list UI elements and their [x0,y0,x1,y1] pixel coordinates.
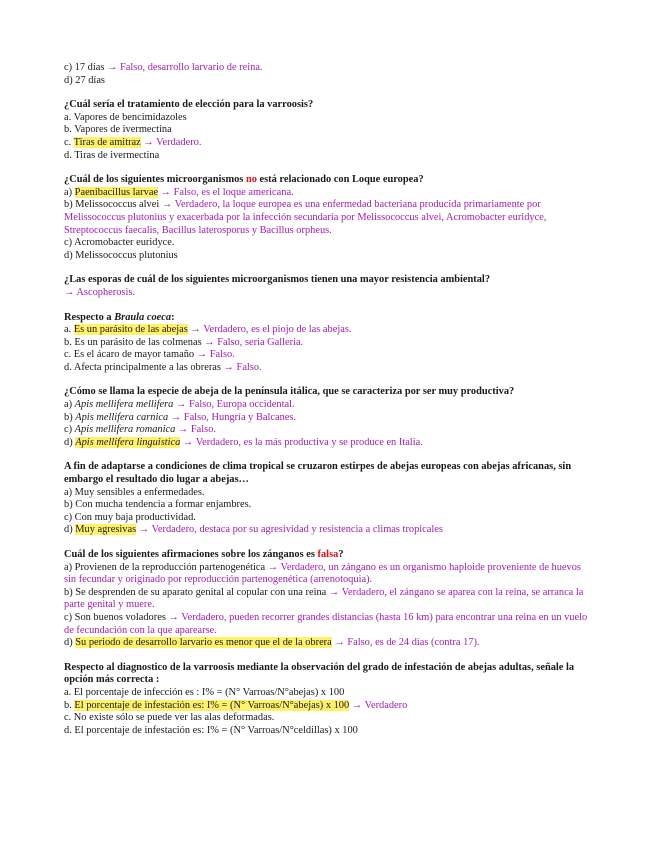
question-title: ¿Las esporas de cuál de los siguientes microorganismos tienen una mayor resistencia ambiental? [64,274,491,286]
option-c: c) 17 días → Falso, desarrollo larvario de reina. [64,62,263,73]
answer-note: → Verdadero, el zángano se aparea con la reina, se arranca la parte genital y muere. [64,586,584,611]
question-block-varroosis-treatment [64,99,594,162]
option-c: c) Apis mellifera romanica → Falso. [64,424,216,436]
highlighted-answer: Tiras de amitraz [73,136,141,148]
option-a: a) Provienen de la reproducción partenogenética → Verdadero, un zángano es un organismo haploide proveniente de huevos sin fecundar y originado por reproducción partenogenética (arrenotoquia). [64,561,581,586]
option-d: d) Su periodo de desarrollo larvario es menor que el de la obrera → Falso, es de 24 días (contra 17). [64,637,480,649]
option-a: a. Es un parásito de las abejas → Verdadero, es el piojo de las abejas. [64,324,352,336]
option-c: c) Acromobacter euridyce. [64,237,175,249]
question-block-development-days [64,62,594,87]
highlighted-answer: El porcentaje de infestación es: I% = (N° Varroas/N°abejas) x 100 [74,699,350,711]
species-name: Apis mellifera romanica [74,424,176,436]
highlighted-answer: Su periodo de desarrollo larvario es menor que el de la obrera [75,637,332,649]
option-b: b) Se desprenden de su aparato genital al copular con una reina → Verdadero, el zángano se aparea con la reina, se arranca la parte genital y muere. [64,586,584,611]
answer-note: → Verdadero, pueden recorrer grandes distancias (hasta 16 km) para encontrar una reina en un vuelo de fecundación con la que aparearse. [64,611,588,636]
option-b: b) Melissococcus alvei → Verdadero, la loque europea es una enfermedad bacteriana producida primariamente por Melissococcus plutonius y exacerbada por la infección secundaria por Melissococcus alvei, Acromobacter euridyce, Streptococcus faecalis, Bacillus laterosporus y Bacillus orpheus. [64,199,547,236]
highlighted-answer: Paenibacillus larvae [74,186,159,198]
question-title: Cuál de los siguientes afirmaciones sobre los zánganos es falsa? [64,549,344,560]
option-b: b. Vapores de ivermectina [64,124,172,136]
question-block-braula-coeca [64,312,594,375]
answer-note: → Verdadero, un zángano es un organismo haploide proveniente de huevos sin fecundar y originado por reproducción partenogenética (arrenotoquia). [64,561,581,586]
question-title: ¿Cuál sería el tratamiento de elección para la varroosis? [64,99,314,111]
option-b: b) Apis mellifera carnica → Falso, Hungría y Balcanes. [64,411,297,423]
answer-note: → Verdadero. [140,136,202,148]
answer-note: → Falso, Europa occidental. [173,399,295,411]
option-a: a) Paenibacillus larvae → Falso, es el loque americana. [64,186,294,198]
question-block-italian-bee [64,386,594,449]
option-d: d. El porcentaje de infestación es: I% = (N° Varroas/N°celdillas) x 100 [64,724,358,736]
option-c: c. Tiras de amitraz → Verdadero. [64,136,202,148]
answer-note: → Falso, es de 24 días (contra 17). [331,637,480,649]
emphasis-word: no [245,174,257,186]
document-page [64,62,594,749]
highlighted-answer: Muy agresivas [75,524,137,536]
option-c: c. No existe sólo se puede ver las alas deformadas. [64,712,275,724]
option-a: a) Apis mellifera mellifera → Falso, Europa occidental. [64,399,295,411]
option-d: d) Muy agresivas → Verdadero, destaca por su agresividad y resistencia a climas tropicales [64,524,443,536]
answer-note: → Falso. [220,361,262,373]
option-d: d) Apis mellifera linguistica → Verdadero, es la más productiva y se produce en Italia. [64,436,423,448]
option-a: a. Vapores de bencimidazoles [64,111,187,123]
option-b: b. El porcentaje de infestación es: I% = (N° Varroas/N°abejas) x 100 → Verdadero [64,699,408,711]
question-block-varroosis-diagnosis [64,662,594,738]
question-block-european-foulbrood [64,174,594,262]
question-title: A fin de adaptarse a condiciones de clima tropical se cruzaron estirpes de abejas europeas con abejas africanas, sin embargo el resultado dio lugar a abejas… [64,461,572,486]
option-b: b) Con mucha tendencia a formar enjambres. [64,499,252,511]
question-title: ¿Cómo se llama la especie de abeja de la península itálica, que se caracteriza por ser muy productiva? [64,386,515,398]
answer-note: → Falso, desarrollo larvario de reina. [104,62,263,73]
answer-note: → Verdadero, es la más productiva y se produce en Italia. [180,436,423,448]
answer-note: → Verdadero, destaca por su agresividad y resistencia a climas tropicales [136,524,443,536]
option-c: c) Con muy baja productividad. [64,511,196,523]
answer-note: → Verdadero, es el piojo de las abejas. [187,324,352,336]
question-title: ¿Cuál de los siguientes microorganismos no está relacionado con Loque europea? [64,174,424,186]
highlighted-answer: Apis mellifera linguistica [75,436,181,448]
option-d: d) Melissococcus plutonius [64,249,178,261]
option-d: d. Tiras de ivermectina [64,149,160,161]
question-title: Respecto al diagnostico de la varroosis mediante la observación del grado de infestación de abejas adultas, señale la opción más correcta : [64,661,575,686]
option-d: d. Afecta principalmente a las obreras → Falso. [64,361,262,373]
question-block-spores-resistance [64,274,594,299]
option-c: c. Es el ácaro de mayor tamaño → Falso. [64,349,235,361]
question-block-drones [64,549,594,650]
option-a: a) Muy sensibles a enfermedades. [64,486,205,498]
answer-note: → Verdadero, la loque europea es una enfermedad bacteriana producida primariamente por Melissococcus plutonius y exacerbada por la infección secundaria por Melissococcus alvei, Acromobacter euridyce, Streptococcus faecalis, Bacillus laterosporus y Bacillus orpheus. [64,199,547,236]
question-block-africanized-bees [64,461,594,537]
species-name: Apis mellifera mellifera [74,399,174,411]
emphasis-word: falsa [317,549,339,560]
answer-note: → Falso. [194,349,235,361]
question-title: Respecto a Braula coeca: [64,311,175,323]
highlighted-answer: Es un parásito de las abejas [73,324,188,336]
option-c: c) Son buenos voladores → Verdadero, pueden recorrer grandes distancias (hasta 16 km) para encontrar una reina en un vuelo de fecundación con la que aparearse. [64,611,588,636]
option-d: d) 27 días [64,74,105,86]
answer-note: → Falso, es el loque americana. [158,186,294,198]
species-name: Apis mellifera carnica [75,411,169,423]
answer-note: → Falso, Hungría y Balcanes. [168,411,297,423]
answer-note: → Ascopherosis. [64,286,135,298]
answer-note: → Verdadero [349,699,408,711]
answer-note: → Falso. [175,424,216,436]
option-a: a. El porcentaje de infección es : I% = (N° Varroas/N°abejas) x 100 [64,686,345,698]
species-name: Braula coeca [114,311,172,323]
option-b: b. Es un parásito de las colmenas → Falso, sería Galleria. [64,336,304,348]
answer-note: → Falso, sería Galleria. [201,336,304,348]
